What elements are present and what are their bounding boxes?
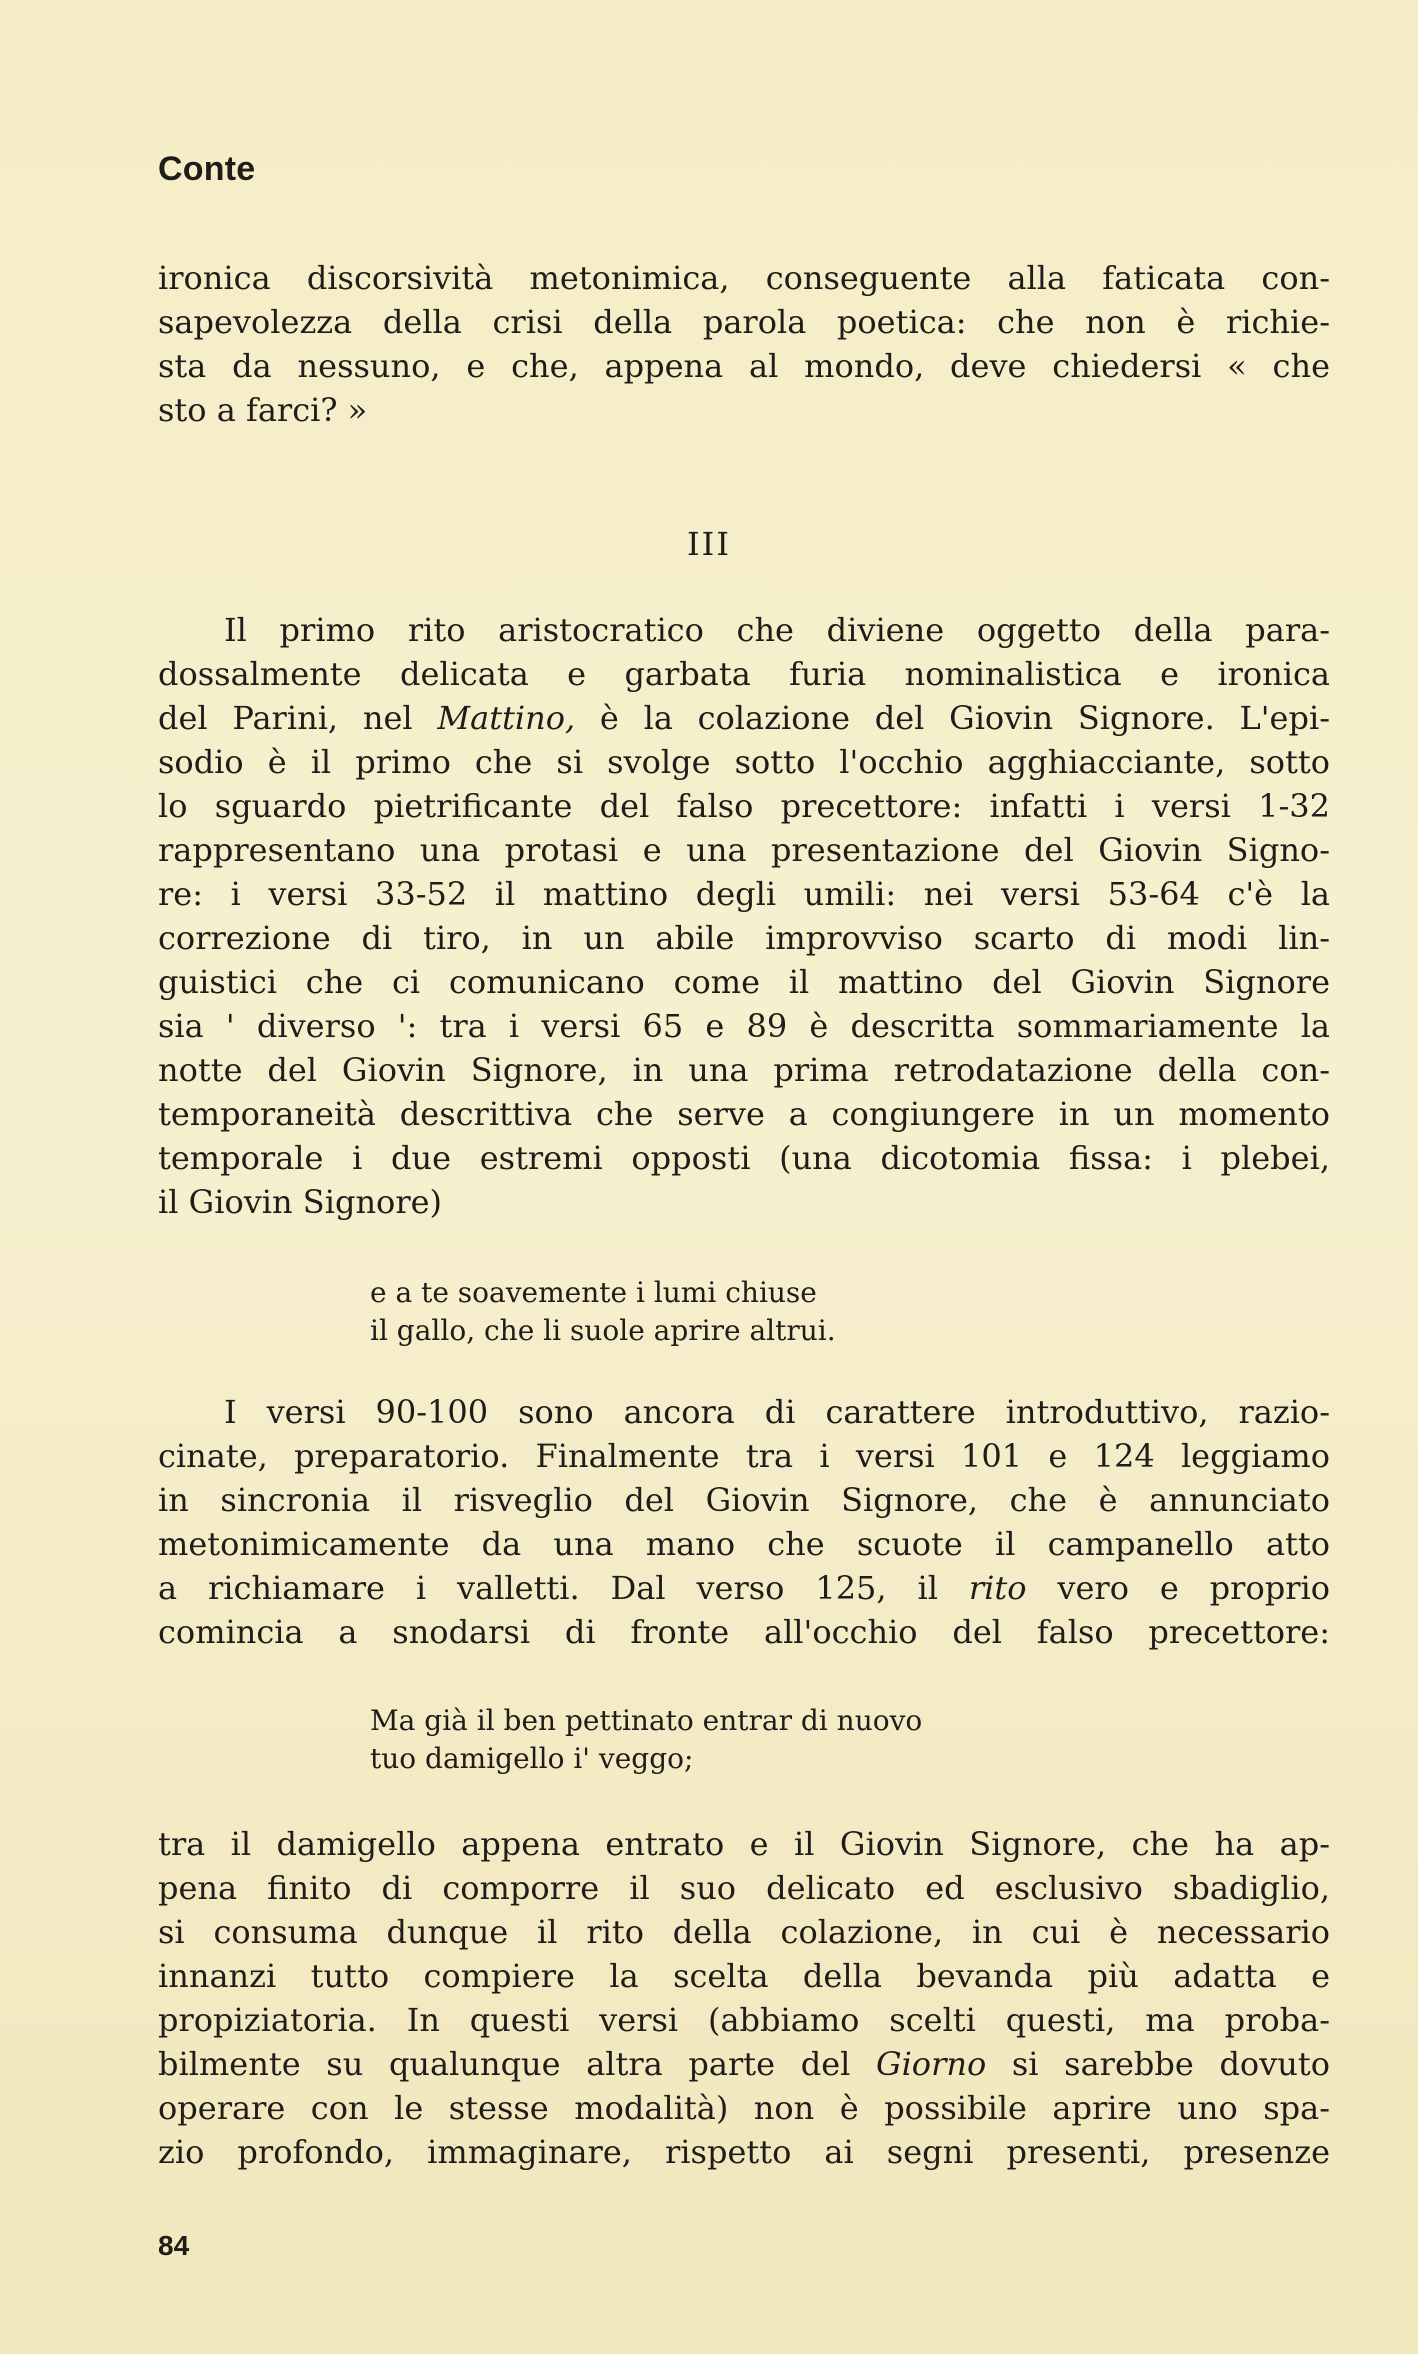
- text-line: innanzi tutto compiere la scelta della bevanda più adatta e: [158, 1957, 1330, 1995]
- text-line: propiziatoria. In questi versi (abbiamo scelti questi, ma proba-: [158, 2001, 1330, 2039]
- italic-title: Giorno: [876, 2045, 987, 2083]
- text-line: il Giovin Signore): [158, 1183, 443, 1221]
- text-line: guistici che ci comunicano come il mattino del Giovin Signore: [158, 963, 1330, 1001]
- text-line: rappresentano una protasi e una presentazione del Giovin Signo-: [158, 831, 1330, 869]
- text-line: [158, 696, 1330, 740]
- text-line: [158, 2042, 1330, 2086]
- text-line: in sincronia il risveglio del Giovin Signore, che è annunciato: [158, 1481, 1330, 1519]
- section-heading: III: [687, 525, 731, 563]
- italic-word: rito: [968, 1569, 1027, 1607]
- text-line: Il primo rito aristocratico che diviene oggetto della para-: [224, 611, 1330, 649]
- text-segment: è la colazione del Giovin Signore. L'epi-: [575, 699, 1331, 737]
- text-line: sodio è il primo che si svolge sotto l'occhio agghiacciante, sotto: [158, 743, 1330, 781]
- text-line: ironica discorsività metonimica, conseguente alla faticata con-: [158, 259, 1330, 297]
- text-line: si consuma dunque il rito della colazione, in cui è necessario: [158, 1913, 1330, 1951]
- text-segment: vero e proprio: [1026, 1569, 1331, 1607]
- text-line: cinate, preparatorio. Finalmente tra i versi 101 e 124 leggiamo: [158, 1437, 1330, 1475]
- text-line: sto a farci? »: [158, 391, 368, 429]
- verse-line: Ma già il ben pettinato entrar di nuovo: [370, 1704, 923, 1737]
- text-line: notte del Giovin Signore, in una prima retrodatazione della con-: [158, 1051, 1330, 1089]
- text-line: re: i versi 33-52 il mattino degli umili: nei versi 53-64 c'è la: [158, 875, 1330, 913]
- text-line: temporale i due estremi opposti (una dicotomia fissa: i plebei,: [158, 1139, 1330, 1177]
- text-line: sta da nessuno, e che, appena al mondo, deve chiedersi « che: [158, 347, 1330, 385]
- verse-line: il gallo, che li suole aprire altrui.: [370, 1314, 836, 1347]
- verse-line: e a te soavemente i lumi chiuse: [370, 1276, 817, 1309]
- text-segment: bilmente su qualunque altra parte del: [158, 2045, 876, 2083]
- page-number: 84: [158, 2230, 190, 2261]
- text-segment: a richiamare i valletti. Dal verso 125, il: [158, 1569, 969, 1607]
- text-line: zio profondo, immaginare, rispetto ai segni presenti, presenze: [158, 2133, 1330, 2171]
- running-header: Conte: [158, 150, 256, 188]
- text-line: lo sguardo pietrificante del falso precettore: infatti i versi 1-32: [158, 787, 1330, 825]
- text-line: metonimicamente da una mano che scuote il campanello atto: [158, 1525, 1330, 1563]
- text-line: operare con le stesse modalità) non è possibile aprire uno spa-: [158, 2089, 1330, 2127]
- text-segment: si sarebbe dovuto: [986, 2045, 1331, 2083]
- text-line: I versi 90-100 sono ancora di carattere introduttivo, razio-: [224, 1393, 1330, 1431]
- text-line: tra il damigello appena entrato e il Giovin Signore, che ha ap-: [158, 1825, 1330, 1863]
- text-line: sia ' diverso ': tra i versi 65 e 89 è descritta sommariamente la: [158, 1007, 1330, 1045]
- text-line: temporaneità descrittiva che serve a congiungere in un momento: [158, 1095, 1330, 1133]
- text-line: comincia a snodarsi di fronte all'occhio del falso precettore:: [158, 1613, 1330, 1651]
- verse-line: tuo damigello i' veggo;: [370, 1742, 694, 1775]
- text-segment: del Parini, nel: [158, 699, 438, 737]
- italic-title: Mattino,: [437, 699, 576, 737]
- text-line: sapevolezza della crisi della parola poetica: che non è richie-: [158, 303, 1330, 341]
- text-line: correzione di tiro, in un abile improvviso scarto di modi lin-: [158, 919, 1330, 957]
- text-line: dossalmente delicata e garbata furia nominalistica e ironica: [158, 655, 1330, 693]
- text-line: pena finito di comporre il suo delicato ed esclusivo sbadiglio,: [158, 1869, 1330, 1907]
- text-line: [158, 1566, 1330, 1610]
